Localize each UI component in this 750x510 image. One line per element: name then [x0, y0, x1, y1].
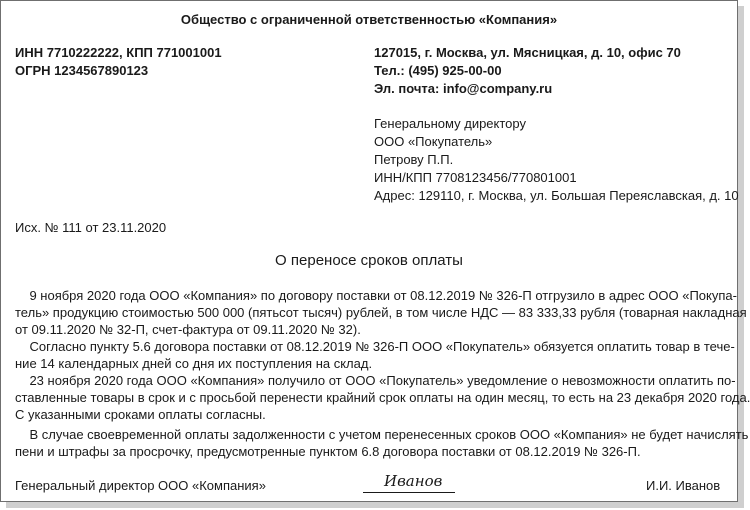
company-name: Общество с ограниченной ответственностью «Компания»: [180, 12, 558, 27]
outgoing-number: Исх. № 111 от 23.11.2020: [15, 220, 167, 235]
paragraph-line: Согласно пункту 5.6 договора поставки от 08.12.2019 № 326-П ООО «Покупатель» обязуется оплатить товар в тече-: [15, 339, 735, 354]
paragraph-line: пени и штрафы за просрочку, предусмотренные пунктом 6.8 договора поставки от 08.12.2019 № 326-П.: [15, 444, 641, 459]
sender-inn-kpp: ИНН 7710222222, КПП 771001001: [15, 45, 222, 60]
recipient-organization: ООО «Покупатель»: [374, 134, 493, 149]
letter-subject: О переносе сроков оплаты: [275, 252, 463, 269]
recipient-address: Адрес: 129110, г. Москва, ул. Большая Переяславская, д. 10: [374, 188, 739, 203]
paragraph-line: ставленные товары в срок и с просьбой перенести крайний срок оплаты на один месяц, то есть на 23 декабря 2020 года.: [15, 390, 750, 405]
sender-phone: Тел.: (495) 925-00-00: [374, 63, 502, 78]
signatory-position: Генеральный директор ООО «Компания»: [15, 478, 266, 493]
paragraph-line: тель» продукцию стоимостью 500 000 (пятьсот тысяч) рублей, в том числе НДС — 83 333,33 рубля (товарная накладная: [15, 305, 747, 320]
handwritten-signature: Иванов: [384, 472, 443, 490]
paragraph-line: В случае своевременной оплаты задолженности с учетом перенесенных сроков ООО «Компания» не будет начислять: [15, 427, 749, 442]
paragraph-penalties: [15, 426, 749, 460]
recipient-name: Петрову П.П.: [374, 152, 454, 167]
paragraph-line: С указанными сроками оплаты согласны.: [15, 407, 266, 422]
paragraph-shipment: [15, 287, 747, 338]
recipient-inn-kpp: ИНН/КПП 7708123456/770801001: [374, 170, 577, 185]
signatory-name: И.И. Иванов: [646, 478, 721, 493]
paragraph-notification: [15, 372, 750, 423]
signature-line: [363, 492, 455, 493]
sender-email: Эл. почта: info@company.ru: [374, 81, 553, 96]
sender-address: 127015, г. Москва, ул. Мясницкая, д. 10, офис 70: [374, 45, 681, 60]
paragraph-contract-terms: [15, 338, 735, 372]
sender-ogrn: ОГРН 1234567890123: [15, 63, 149, 78]
paragraph-line: 9 ноября 2020 года ООО «Компания» по договору поставки от 08.12.2019 № 326-П отгрузило в адрес ООО «Покупа-: [15, 288, 737, 303]
paragraph-line: 23 ноября 2020 года ООО «Компания» получило от ООО «Покупатель» уведомление о невозможности оплатить по-: [15, 373, 736, 388]
paragraph-line: от 09.11.2020 № 32-П, счет-фактура от 09.11.2020 № 32).: [15, 322, 361, 337]
paragraph-line: ние 14 календарных дней со дня их поступления на склад.: [15, 356, 373, 371]
recipient-position: Генеральному директору: [374, 116, 526, 131]
